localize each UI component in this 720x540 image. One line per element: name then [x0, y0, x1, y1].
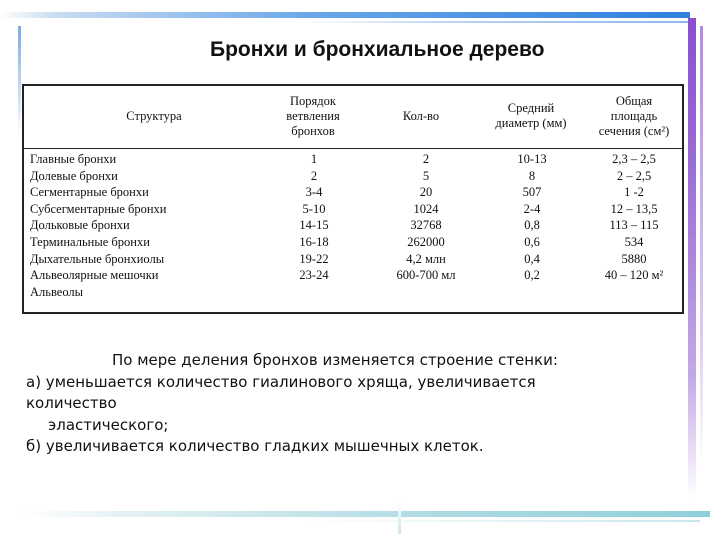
order-value: 19-22 [299, 251, 329, 266]
diameter-value: 0,4 [524, 251, 540, 266]
structure-item: Сегментарные бронхи [30, 185, 149, 200]
text-line-a-cont: количество [26, 394, 117, 412]
header-area: Общая площадь сечения (см²) [598, 94, 670, 138]
area-value: 40 – 120 м² [604, 268, 664, 283]
count-value: 4,2 млн [406, 251, 446, 266]
description-text [26, 350, 666, 458]
area-value: 5880 [621, 251, 647, 266]
column-count [376, 151, 476, 284]
left-decor-bar [18, 26, 21, 136]
area-value: 12 – 13,5 [610, 201, 658, 216]
area-value: 2,3 – 2,5 [612, 152, 656, 166]
order-value: 3-4 [305, 185, 323, 200]
column-diameter [482, 151, 582, 284]
bronchi-table [22, 84, 684, 314]
count-value: 20 [419, 185, 433, 200]
structure-item: Дыхательные бронхиолы [30, 251, 165, 266]
right-decor-bar-thin [700, 26, 703, 466]
bottom-decor-bar-thin [300, 520, 700, 522]
text-line-b: б) увеличивается количество гладких мышечных клеток. [26, 437, 484, 455]
diameter-value: 0,8 [524, 218, 540, 233]
header-count: Кол-во [402, 109, 440, 123]
header-diameter: Средний диаметр (мм) [495, 101, 567, 130]
right-decor-bar [688, 18, 696, 498]
count-value: 1024 [413, 201, 439, 216]
structure-item: Альвеолярные мешочки [30, 268, 159, 283]
text-line-a: а) уменьшается количество гиалинового хряща, увеличивается [26, 372, 536, 391]
diameter-value: 0,6 [524, 234, 540, 249]
top-decor-bar-thin [300, 21, 690, 23]
order-value: 1 [310, 152, 318, 166]
diameter-value: 8 [528, 168, 536, 183]
page-title: Бронхи и бронхиальное дерево [210, 38, 545, 61]
order-value: 2 [310, 168, 318, 183]
column-order [264, 151, 364, 284]
area-value: 534 [624, 234, 644, 249]
diameter-value: 507 [522, 185, 542, 200]
column-area [584, 151, 684, 284]
structure-item: Главные бронхи [30, 152, 117, 166]
header-structure: Структура [126, 109, 182, 123]
diameter-value: 2-4 [523, 201, 541, 216]
area-value: 2 – 2,5 [616, 168, 652, 183]
bottom-vertical-decor [398, 500, 401, 534]
top-decor-bar [0, 12, 690, 18]
area-value: 1 -2 [624, 185, 644, 200]
header-order: Порядок ветвления бронхов [286, 94, 340, 138]
header-divider [24, 148, 682, 149]
order-value: 14-15 [299, 218, 329, 233]
column-structures [30, 151, 250, 300]
diameter-value: 10-13 [517, 152, 547, 166]
structure-item: Альвеолы [30, 284, 84, 299]
order-value: 23-24 [299, 268, 329, 283]
diameter-value: 0,2 [524, 268, 540, 283]
count-value: 600-700 мл [396, 268, 456, 283]
structure-item: Субсегментарные бронхи [30, 201, 167, 216]
area-value: 113 – 115 [609, 218, 659, 233]
count-value: 262000 [407, 234, 445, 249]
order-value: 16-18 [299, 234, 329, 249]
count-value: 2 [422, 152, 430, 166]
count-value: 32768 [410, 218, 442, 233]
structure-item: Долевые бронхи [30, 168, 118, 183]
bottom-decor-bar [20, 511, 710, 517]
text-line-intro: По мере деления бронхов изменяется строение стенки: [112, 351, 558, 369]
text-line-a-cont2: эластического; [48, 415, 169, 434]
structure-item: Дольковые бронхи [30, 218, 130, 233]
structure-item: Терминальные бронхи [30, 234, 150, 249]
count-value: 5 [422, 168, 430, 183]
order-value: 5-10 [302, 201, 326, 216]
